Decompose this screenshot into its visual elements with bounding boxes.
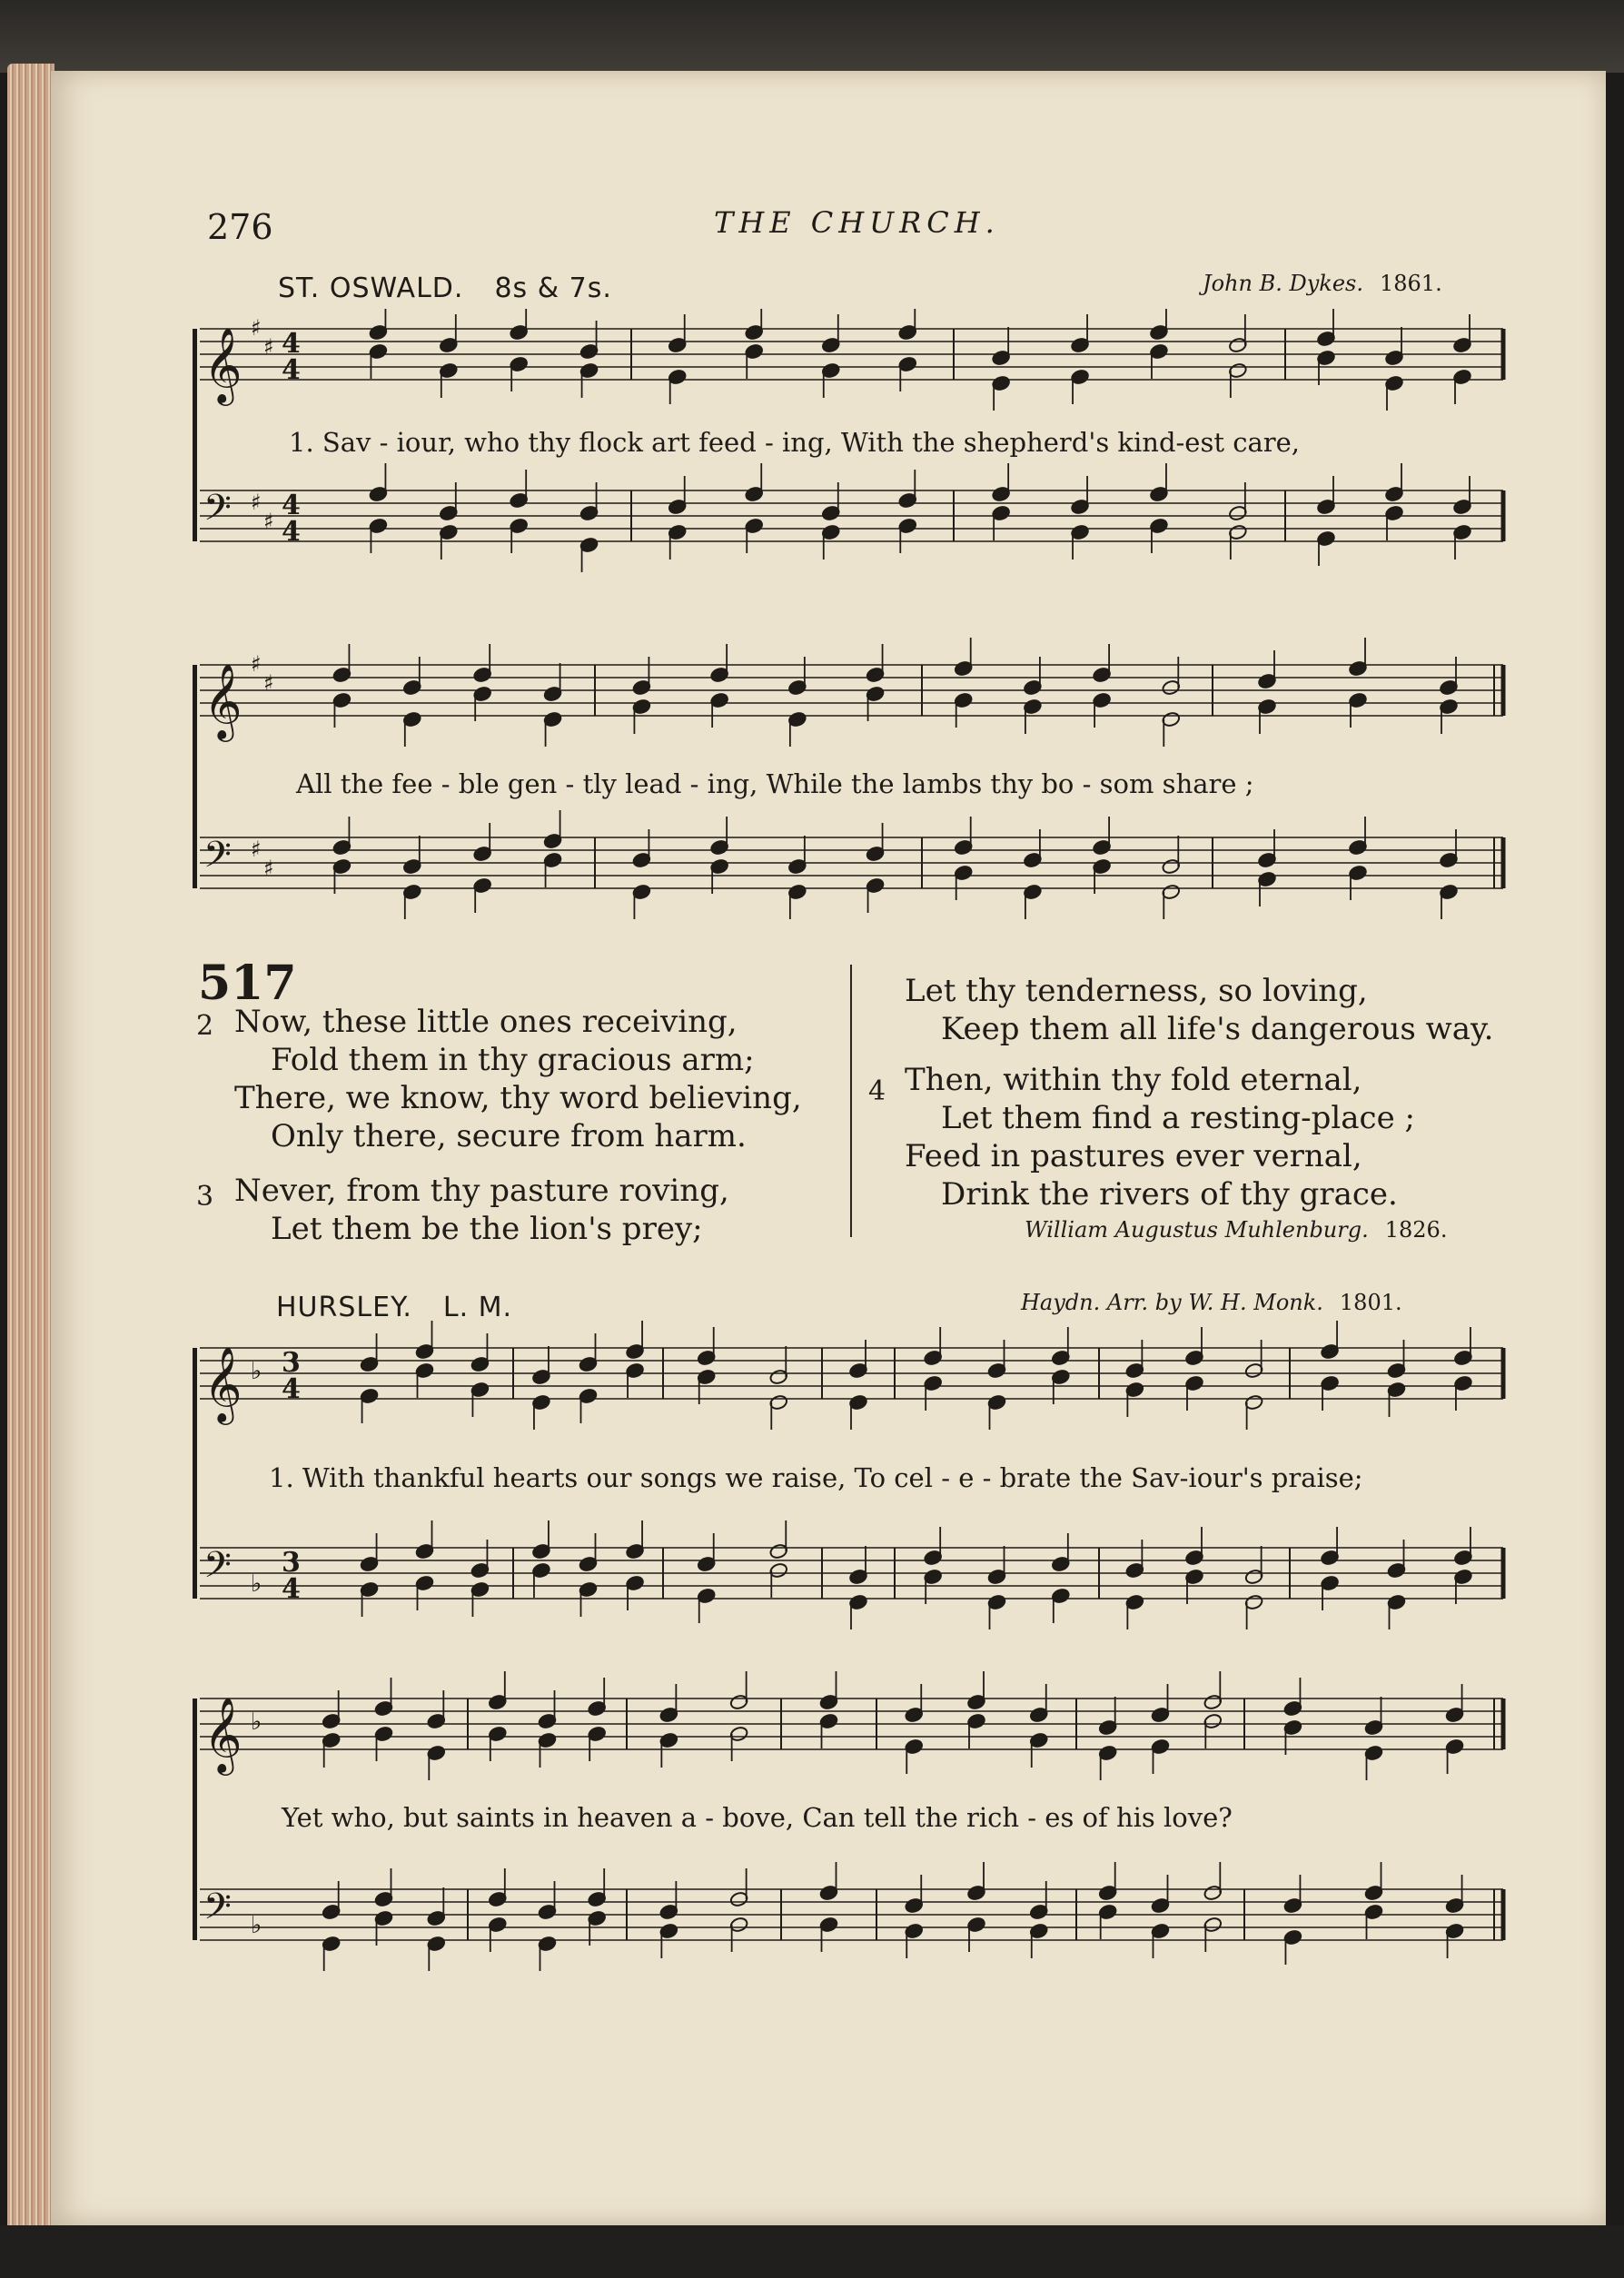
tune-1-year: 1861. bbox=[1380, 271, 1442, 296]
verse-line: Let thy tenderness, so loving, bbox=[905, 973, 1368, 1009]
sharp-icon: ♯ bbox=[263, 856, 274, 881]
tune-2-meter: L. M. bbox=[442, 1292, 513, 1323]
sharp-icon: ♯ bbox=[251, 490, 262, 515]
verse-4-number: 4 bbox=[868, 1075, 886, 1107]
verse-line: Let them find a resting-place ; bbox=[941, 1100, 1415, 1136]
flat-icon: ♭ bbox=[251, 1358, 262, 1385]
sharp-icon: ♯ bbox=[251, 837, 262, 862]
treble-clef-icon: 𝄞 bbox=[203, 326, 243, 402]
verse-3 bbox=[234, 1172, 729, 1248]
running-title: THE CHURCH. bbox=[714, 205, 1000, 240]
bass-clef-icon: 𝄢 bbox=[203, 834, 232, 885]
time-signature-bottom: 4 bbox=[282, 1573, 301, 1605]
sharp-icon: ♯ bbox=[251, 315, 262, 341]
tune-2-composer: Haydn. Arr. by W. H. Monk. bbox=[1021, 1290, 1323, 1315]
treble-clef-icon: 𝄞 bbox=[203, 1345, 243, 1421]
sharp-icon: ♯ bbox=[263, 509, 274, 534]
system-brace bbox=[193, 1348, 197, 1599]
hymn-author-year: 1826. bbox=[1384, 1217, 1448, 1243]
tune-2-lyrics-line-1: 1. With thankful hearts our songs we raise, To cel - e - brate the Sav-iour's praise; bbox=[269, 1462, 1363, 1493]
verse-2 bbox=[234, 1003, 802, 1155]
treble-clef-icon: 𝄞 bbox=[203, 1696, 243, 1772]
flat-icon: ♭ bbox=[251, 1570, 262, 1598]
hymn-author-name: William Augustus Muhlenburg. bbox=[1025, 1217, 1369, 1243]
verse-line: Then, within thy fold eternal, bbox=[905, 1062, 1362, 1098]
tune-2-name: HURSLEY. bbox=[276, 1292, 412, 1323]
tune-1-meter: 8s & 7s. bbox=[494, 272, 612, 304]
bass-clef-icon: 𝄢 bbox=[203, 487, 232, 538]
sharp-icon: ♯ bbox=[251, 651, 262, 677]
treble-clef-icon: 𝄞 bbox=[203, 662, 243, 738]
verse-line: Never, from thy pasture roving, bbox=[234, 1173, 729, 1209]
book-cover-top bbox=[0, 0, 1624, 73]
page-number: 276 bbox=[207, 207, 273, 247]
verse-line: Feed in pastures ever vernal, bbox=[905, 1138, 1362, 1174]
tune-2-credit bbox=[1021, 1290, 1402, 1315]
verse-2-number: 2 bbox=[196, 1010, 214, 1042]
verse-3-continued bbox=[905, 972, 1493, 1048]
system-brace bbox=[193, 1699, 197, 1940]
tune-1-credit bbox=[1203, 271, 1442, 296]
tune-1-lyrics-line-2: All the fee - ble gen - tly lead - ing, While the lambs thy bo - som share ; bbox=[296, 768, 1254, 799]
flat-icon: ♭ bbox=[251, 1708, 262, 1736]
verse-line: Now, these little ones receiving, bbox=[234, 1004, 738, 1040]
time-signature-top: 4 bbox=[282, 328, 301, 360]
page-edges bbox=[7, 64, 54, 2234]
verse-line: There, we know, thy word believing, bbox=[234, 1080, 802, 1116]
verse-line: Only there, secure from harm. bbox=[271, 1118, 747, 1154]
time-signature-top: 3 bbox=[282, 1347, 301, 1379]
verse-line: Let them be the lion's prey; bbox=[271, 1211, 703, 1247]
time-signature-top: 4 bbox=[282, 490, 301, 521]
hymn-number: 517 bbox=[198, 956, 297, 1011]
verse-4 bbox=[905, 1061, 1415, 1213]
tune-1-title bbox=[278, 272, 612, 304]
tune-1-name: ST. OSWALD. bbox=[278, 272, 464, 304]
time-signature-bottom: 4 bbox=[282, 516, 301, 548]
time-signature-bottom: 4 bbox=[282, 1373, 301, 1405]
time-signature-bottom: 4 bbox=[282, 354, 301, 386]
hymn-author bbox=[1025, 1217, 1447, 1243]
bass-clef-icon: 𝄢 bbox=[203, 1886, 232, 1936]
tune-2-year: 1801. bbox=[1339, 1290, 1402, 1315]
time-signature-top: 3 bbox=[282, 1547, 301, 1579]
sharp-icon: ♯ bbox=[263, 334, 274, 360]
flat-icon: ♭ bbox=[251, 1912, 262, 1939]
verse-line: Keep them all life's dangerous way. bbox=[941, 1011, 1494, 1047]
bass-clef-icon: 𝄢 bbox=[203, 1544, 232, 1595]
tune-1-composer: John B. Dykes. bbox=[1203, 271, 1363, 296]
verse-3-number: 3 bbox=[196, 1181, 214, 1213]
system-brace bbox=[193, 665, 197, 888]
tune-2-lyrics-line-2: Yet who, but saints in heaven a - bove, Can tell the rich - es of his love? bbox=[282, 1802, 1233, 1833]
verse-line: Drink the rivers of thy grace. bbox=[941, 1176, 1398, 1213]
verse-line: Fold them in thy gracious arm; bbox=[271, 1042, 755, 1078]
book-cover-bottom bbox=[0, 2225, 1624, 2278]
tune-1-lyrics-line-1: 1. Sav - iour, who thy flock art feed - ing, With the shepherd's kind-est care, bbox=[289, 427, 1301, 458]
system-brace bbox=[193, 329, 197, 541]
sharp-icon: ♯ bbox=[263, 670, 274, 696]
column-divider bbox=[850, 965, 852, 1237]
